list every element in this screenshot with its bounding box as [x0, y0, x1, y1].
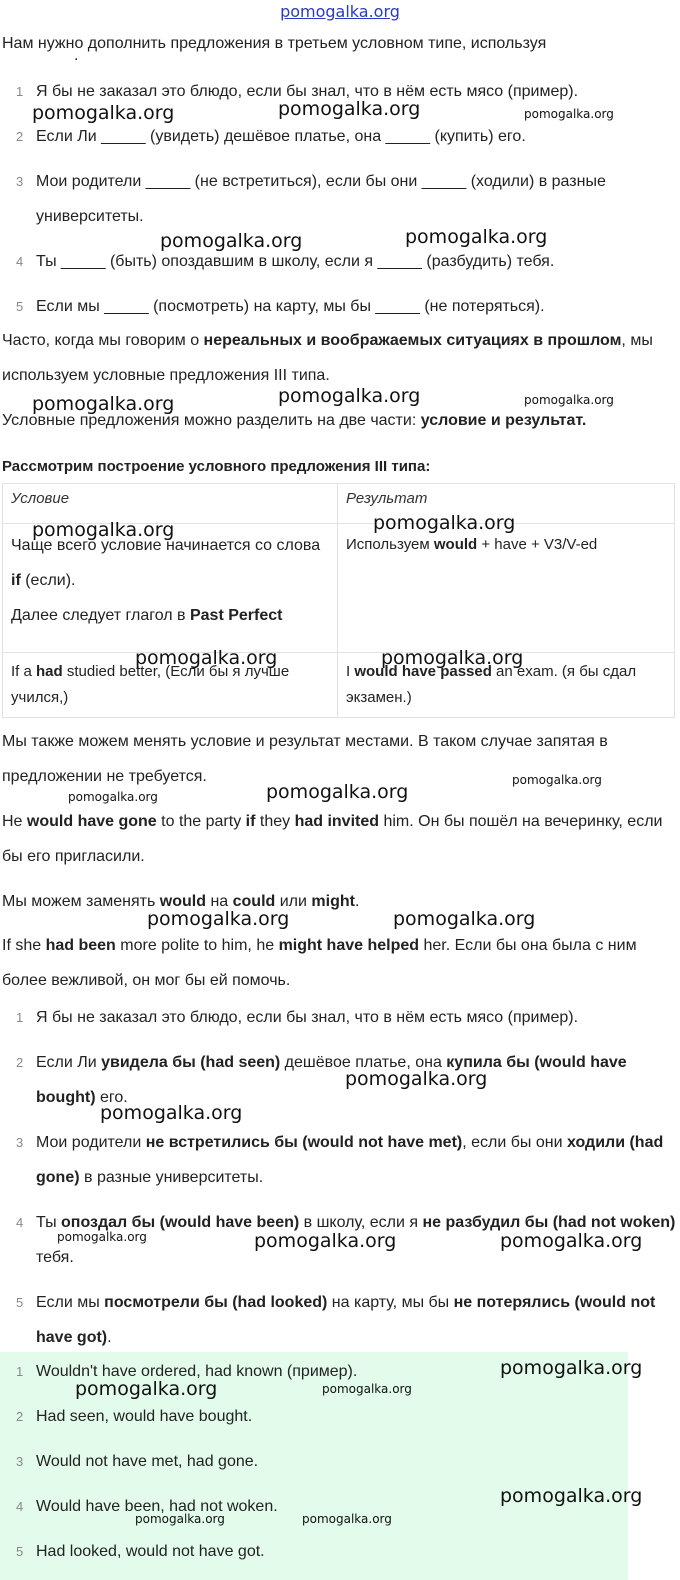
solution-list	[0, 1000, 680, 1355]
watermark: pomogalka.org	[68, 790, 158, 804]
item-number: 2	[16, 129, 24, 144]
list-item	[0, 1534, 628, 1569]
item-number: 4	[16, 254, 24, 269]
list-item: 2 Если Ли увидела бы (had seen) дешёвое платье, она купила бы (would have bought) его.	[0, 1045, 680, 1115]
watermark: pomogalka.org	[160, 230, 303, 252]
watermark: pomogalka.org	[135, 1512, 225, 1526]
item-number: 2	[16, 1055, 24, 1070]
item-number: 1	[16, 84, 24, 99]
table-cell: Используем would + have + V3/V-ed	[338, 524, 675, 653]
watermark: pomogalka.org	[100, 1102, 243, 1124]
watermark: pomogalka.org	[512, 773, 602, 787]
item-number: 1	[16, 1010, 24, 1025]
watermark: pomogalka.org	[302, 1512, 392, 1526]
item-text: Had seen, would have bought.	[36, 1408, 253, 1425]
item-text: Would have been, had not woken.	[36, 1498, 278, 1515]
list-item: 1 Я бы не заказал это блюдо, если бы знал, что в нём есть мясо (пример).	[0, 1000, 680, 1035]
watermark: pomogalka.org	[500, 1357, 643, 1379]
watermark: pomogalka.org	[405, 226, 548, 248]
watermark: pomogalka.org	[393, 908, 536, 930]
item-text: Мои родители _____ (не встретиться), если бы они _____ (ходили) в разные университеты.	[36, 173, 606, 225]
watermark: pomogalka.org	[147, 908, 290, 930]
watermark: pomogalka.org	[278, 98, 421, 120]
watermark: pomogalka.org	[75, 1378, 218, 1400]
list-item: 3 Мои родители не встретились бы (would not have met), если бы они ходили (had gone) в разные университеты.	[0, 1125, 680, 1195]
item-text: Would not have met, had gone.	[36, 1453, 259, 1470]
watermark: pomogalka.org	[278, 385, 421, 407]
watermark: pomogalka.org	[322, 1382, 412, 1396]
modal-example: If she had been more polite to him, he might have helped her. Если бы она была с ним более вежливой, он мог бы ей помочь.	[2, 937, 637, 989]
watermark: pomogalka.org	[32, 393, 175, 415]
item-text: Wouldn't have ordered, had known (пример).	[36, 1363, 358, 1380]
item-number: 3	[16, 1135, 24, 1150]
watermark: pomogalka.org	[57, 1230, 147, 1244]
table-cell: I would have passed an exam. (я бы сдал экзамен.)	[338, 653, 675, 718]
list-item	[0, 119, 680, 154]
list-item	[0, 1444, 628, 1479]
item-number: 5	[16, 1544, 24, 1559]
modal-paragraph: Мы можем заменять would на could или might.	[2, 893, 360, 910]
item-text: Если мы _____ (посмотреть) на карту, мы бы _____ (не потеряться).	[36, 298, 545, 315]
watermark: pomogalka.org	[345, 1068, 488, 1090]
swap-paragraph: Мы также можем менять условие и результат местами. В таком случае запятая в предложении не требуется.	[2, 733, 608, 785]
item-number: 1	[16, 1364, 24, 1379]
table-cell: If a had studied better, (Если бы я лучше учился,)	[3, 653, 338, 718]
watermark: pomogalka.org	[500, 1230, 643, 1252]
theory-paragraph-1: Часто, когда мы говорим о нереальных и воображаемых ситуациях в прошлом, мы используем условные предложения III типа.	[2, 332, 653, 384]
swap-example: He would have gone to the party if they had invited him. Он бы пошёл на вечеринку, если бы его пригласили.	[2, 813, 663, 865]
table-header-condition: Условие	[3, 484, 338, 524]
list-item	[0, 289, 680, 324]
watermark: pomogalka.org	[135, 647, 278, 669]
list-item	[0, 164, 680, 234]
watermark: pomogalka.org	[266, 781, 409, 803]
item-number: 4	[16, 1215, 24, 1230]
watermark: pomogalka.org	[524, 393, 614, 407]
intro-text: Нам нужно дополнить предложения в третьем условном типе, используя	[2, 35, 547, 52]
intro-dot: .	[74, 47, 79, 64]
watermark: pomogalka.org	[254, 1230, 397, 1252]
item-text: Had looked, would not have got.	[36, 1543, 265, 1560]
table-header-result: Результат	[338, 484, 675, 524]
watermark: pomogalka.org	[373, 512, 516, 534]
table-cell: Чаще всего условие начинается со слова if (если). Далее следует глагол в Past Perfect	[3, 524, 338, 653]
list-item	[0, 1399, 628, 1434]
item-text: Ты _____ (быть) опоздавшим в школу, если я _____ (разбудить) тебя.	[36, 253, 555, 270]
watermark: pomogalka.org	[381, 647, 524, 669]
item-text: Я бы не заказал это блюдо, если бы знал, что в нём есть мясо (пример).	[36, 83, 579, 100]
watermark: pomogalka.org	[500, 1485, 643, 1507]
list-item: 5 Если мы посмотрели бы (had looked) на карту, мы бы не потерялись (would not have got).	[0, 1285, 680, 1355]
site-logo-link[interactable]: pomogalka.org	[280, 2, 400, 21]
item-number: 2	[16, 1409, 24, 1424]
theory-paragraph-2: Условные предложения можно разделить на две части: условие и результат.	[2, 412, 587, 429]
item-text: Если Ли _____ (увидеть) дешёвое платье, она _____ (купить) его.	[36, 128, 526, 145]
item-number: 5	[16, 299, 24, 314]
item-number: 4	[16, 1499, 24, 1514]
watermark: pomogalka.org	[32, 102, 175, 124]
table-heading: Рассмотрим построение условного предложения III типа:	[2, 458, 431, 475]
watermark: pomogalka.org	[524, 107, 614, 121]
list-item	[0, 244, 680, 279]
item-number: 5	[16, 1295, 24, 1310]
list-item: 4 Ты опоздал бы (would have been) в школу, если я не разбудил бы (had not woken) тебя.	[0, 1205, 680, 1275]
watermark: pomogalka.org	[32, 519, 175, 541]
item-number: 3	[16, 174, 24, 189]
item-number: 3	[16, 1454, 24, 1469]
